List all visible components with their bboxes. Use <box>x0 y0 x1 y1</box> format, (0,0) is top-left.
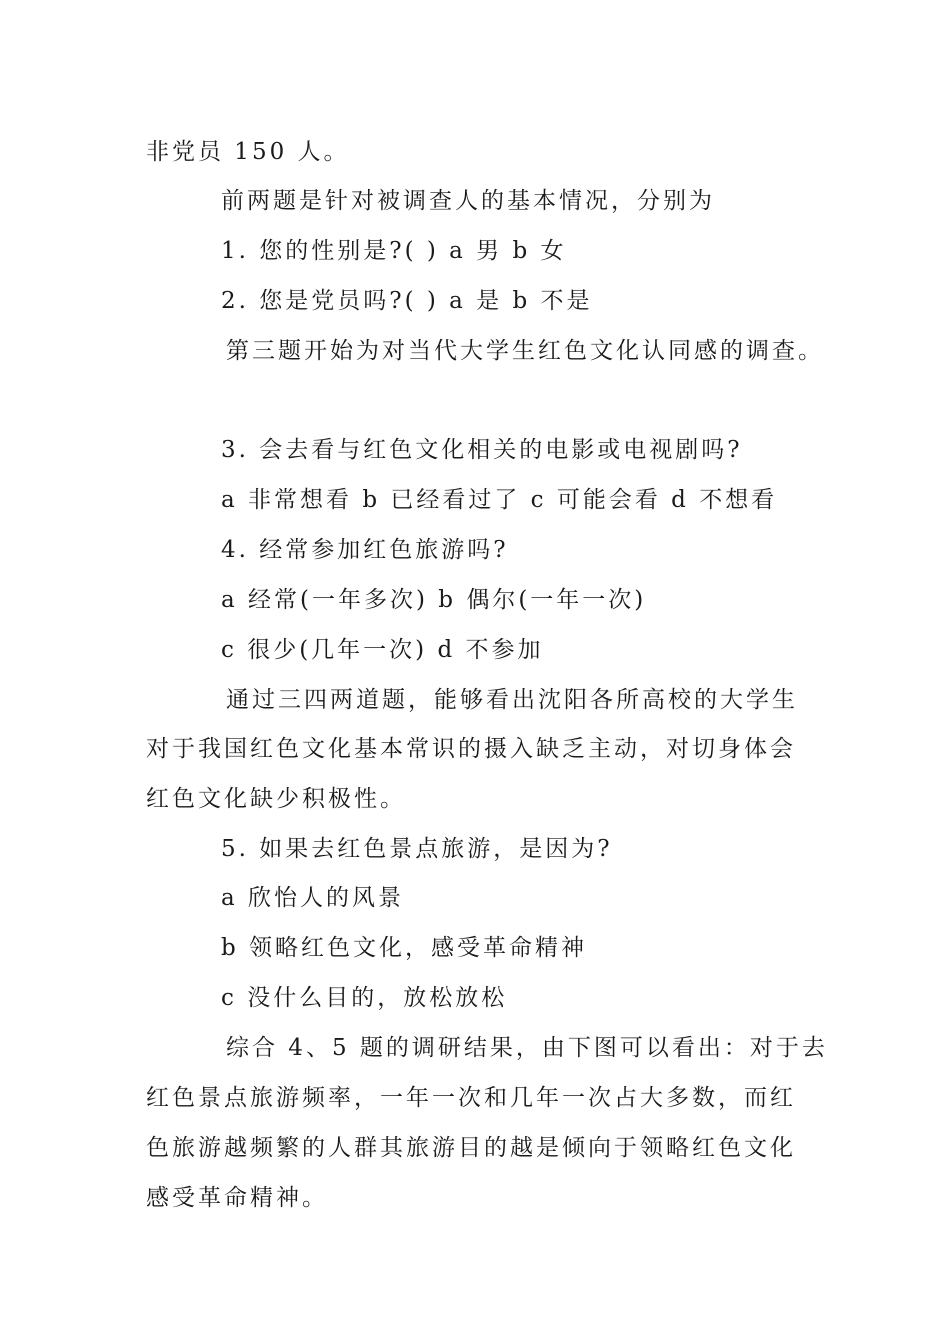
text-line: 3. 会去看与红色文化相关的电影或电视剧吗? <box>221 437 743 463</box>
text-line: 通过三四两道题，能够看出沈阳各所高校的大学生 <box>226 687 798 713</box>
text-line: b 领略红色文化，感受革命精神 <box>221 935 588 961</box>
text-line: 色旅游越频繁的人群其旅游目的越是倾向于领略红色文化 <box>146 1135 796 1161</box>
text-line: 红色文化缺少积极性。 <box>146 786 406 812</box>
text-line: 综合 4、5 题的调研结果，由下图可以看出：对于去 <box>226 1035 828 1061</box>
text-line: 红色景点旅游频率，一年一次和几年一次占大多数，而红 <box>146 1085 796 1111</box>
text-line: a 欣怡人的风景 <box>221 885 405 911</box>
text-line: c 很少(几年一次) d 不参加 <box>221 637 544 663</box>
text-line: a 经常(一年多次) b 偶尔(一年一次) <box>221 587 647 613</box>
text-line: c 没什么目的，放松放松 <box>221 985 508 1011</box>
text-line: 4. 经常参加红色旅游吗? <box>221 537 509 563</box>
text-line: 非党员 150 人。 <box>146 139 350 165</box>
text-line: a 非常想看 b 已经看过了 c 可能会看 d 不想看 <box>221 487 778 513</box>
text-line: 第三题开始为对当代大学生红色文化认同感的调查。 <box>226 338 824 364</box>
text-line: 感受革命精神。 <box>146 1185 328 1211</box>
text-line: 对于我国红色文化基本常识的摄入缺乏主动，对切身体会 <box>146 736 796 762</box>
text-line: 5. 如果去红色景点旅游，是因为? <box>221 836 613 862</box>
text-line: 1. 您的性别是?( ) a 男 b 女 <box>221 238 567 264</box>
text-line: 2. 您是党员吗?( ) a 是 b 不是 <box>221 288 593 314</box>
text-line: 前两题是针对被调查人的基本情况，分别为 <box>221 188 715 214</box>
